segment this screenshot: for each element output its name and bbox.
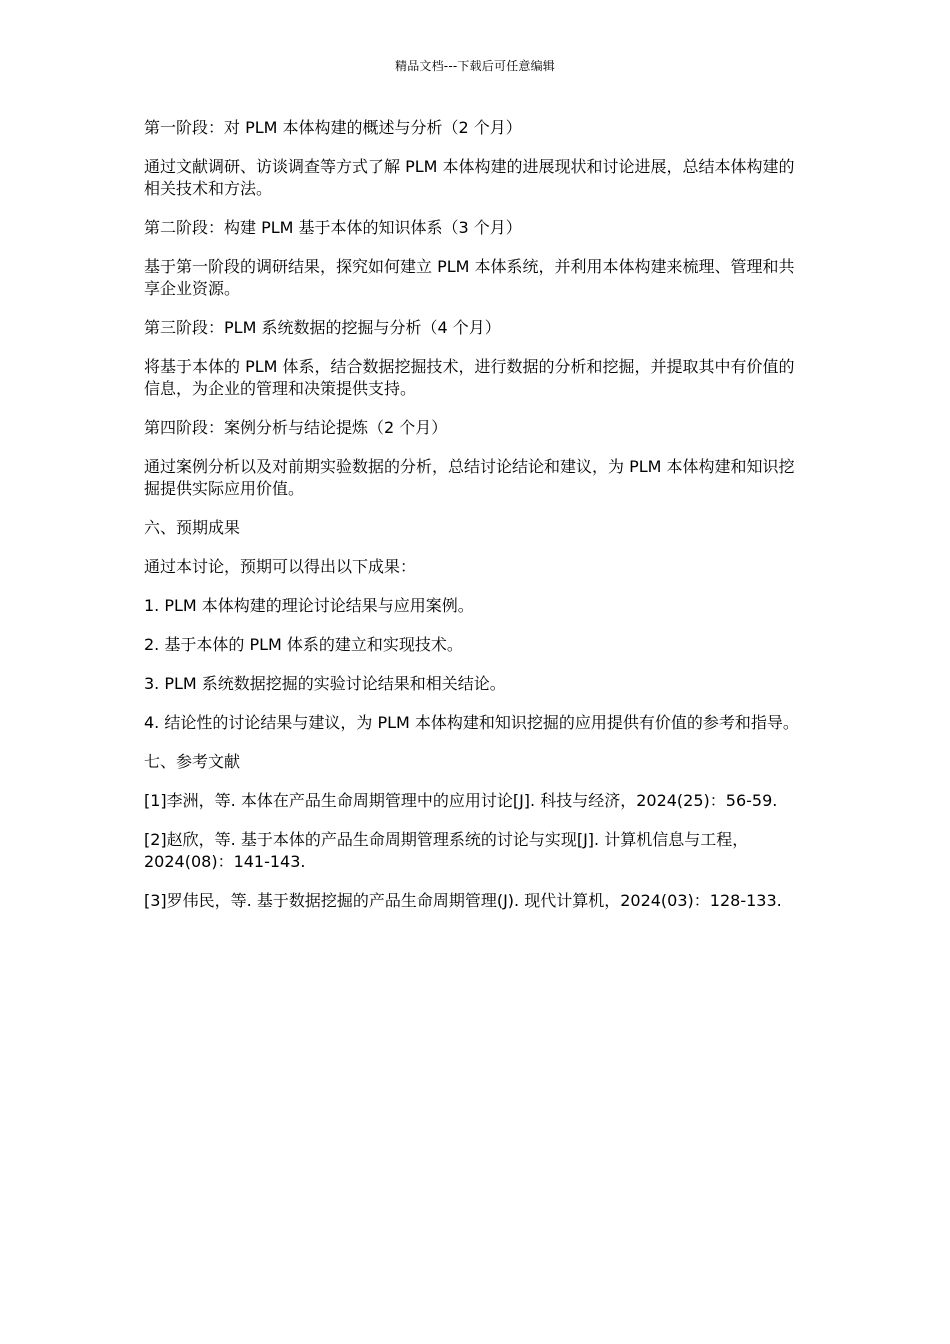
phase-3-heading: 第三阶段：PLM 系统数据的挖掘与分析（4 个月）: [144, 318, 501, 337]
document-body: [144, 117, 808, 929]
expected-result-item: 4. 结论性的讨论结果与建议，为 PLM 本体构建和知识挖掘的应用提供有价值的参考和指导。: [144, 713, 799, 732]
phase-2-heading: 第二阶段：构建 PLM 基于本体的知识体系（3 个月）: [144, 218, 522, 237]
expected-result-item: 2. 基于本体的 PLM 体系的建立和实现技术。: [144, 635, 463, 654]
reference-item: [1]李洲，等. 本体在产品生命周期管理中的应用讨论[J]. 科技与经济，2024(25)：56-59.: [144, 791, 778, 810]
section-7-heading: 七、参考文献: [144, 752, 241, 771]
phase-4-heading: 第四阶段：案例分析与结论提炼（2 个月）: [144, 418, 448, 437]
phase-1-description: 通过文献调研、访谈调查等方式了解 PLM 本体构建的进展现状和讨论进展，总结本体构建的相关技术和方法。: [144, 157, 795, 198]
section-6-heading: 六、预期成果: [144, 518, 241, 537]
phase-3-description: 将基于本体的 PLM 体系，结合数据挖掘技术，进行数据的分析和挖掘，并提取其中有价值的信息，为企业的管理和决策提供支持。: [144, 357, 795, 398]
expected-results-intro: 通过本讨论，预期可以得出以下成果：: [144, 557, 417, 576]
phase-4-description: 通过案例分析以及对前期实验数据的分析，总结讨论结论和建议，为 PLM 本体构建和知识挖掘提供实际应用价值。: [144, 457, 795, 498]
reference-item: [2]赵欣，等. 基于本体的产品生命周期管理系统的讨论与实现[J]. 计算机信息与工程，2024(08)：141-143.: [144, 830, 749, 871]
phase-1-heading: 第一阶段：对 PLM 本体构建的概述与分析（2 个月）: [144, 118, 522, 137]
phase-2-description: 基于第一阶段的调研结果，探究如何建立 PLM 本体系统，并利用本体构建来梳理、管理和共享企业资源。: [144, 257, 795, 298]
expected-result-item: 1. PLM 本体构建的理论讨论结果与应用案例。: [144, 596, 474, 615]
expected-result-item: 3. PLM 系统数据挖掘的实验讨论结果和相关结论。: [144, 674, 506, 693]
page-header: 精品文档---下载后可任意编辑: [395, 59, 555, 73]
reference-item: [3]罗伟民，等. 基于数据挖掘的产品生命周期管理(J). 现代计算机，2024(03)：128-133.: [144, 891, 782, 910]
